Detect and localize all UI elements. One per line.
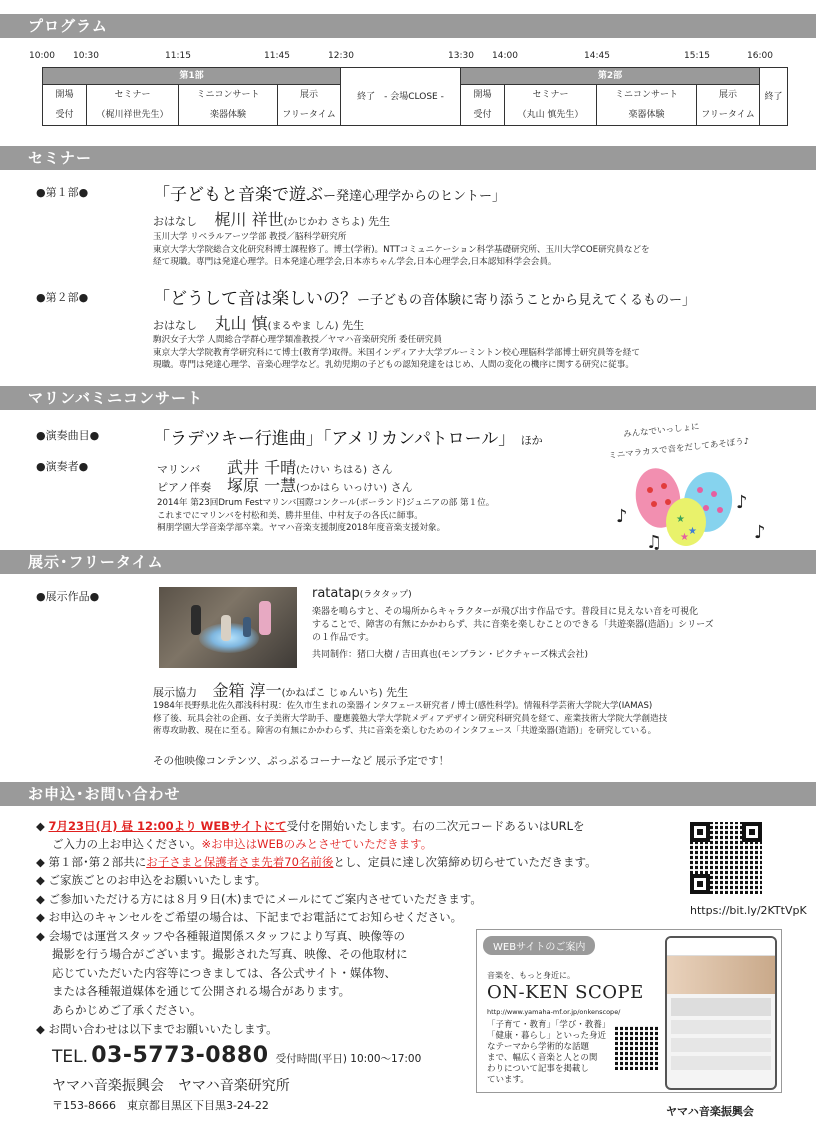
hoka-label: ほか	[520, 434, 543, 447]
schedule-table	[42, 67, 788, 126]
exhibit-other: その他映像コンテンツ、ぷっぷるコーナーなど 展示予定です！	[153, 755, 450, 767]
web-info-box	[476, 929, 782, 1093]
apply-line: ◆ お問い合わせは以下までお願いいたします。	[36, 1022, 278, 1036]
web-desc-line: 「子育て・教育」「学び・教養」	[487, 1020, 611, 1030]
apply-note: ※お申込はWEBのみとさせていただきます。	[201, 837, 433, 851]
coop-kana: (かねばこ じゅんいち)	[281, 688, 383, 699]
apply-line: 応じていただいた内容等につきましては、各公式サイト・媒体物、	[52, 966, 396, 980]
onken-scope-logo: ON-KEN SCOPE	[487, 982, 644, 1003]
time-label: 12:30	[328, 51, 354, 61]
bio-line: 1984年長野県北佐久郡浅科村現：佐久市生まれの楽器インタフェース研究者 / 博士(感性科学)。情報科学芸術大学院大学(IAMAS)	[153, 701, 653, 711]
end-cell: 終了	[760, 68, 788, 126]
apply-capacity: お子さまと保護者さま先着70名前後	[146, 855, 334, 869]
svg-text:★: ★	[676, 514, 685, 525]
apply-line	[52, 836, 432, 853]
apply-line: あらかじめご了承ください。	[52, 1003, 202, 1017]
bio-line: 術専攻助教、現在に至る。障害の有無にかかわらず、共に音楽を楽しむためのインタフェース「共遊楽器(造語)」を研究している。	[153, 726, 657, 736]
svg-text:♪: ♪	[616, 506, 628, 527]
web-qr-code[interactable]	[615, 1026, 659, 1070]
seminar1-title	[153, 180, 505, 205]
bio-line: これまでにマリンバを村松和美、勝井里佳、中村友子の各氏に師事。	[157, 510, 423, 521]
sched-cell: 楽器体験	[597, 105, 697, 126]
web-desc-line: ています。	[487, 1075, 529, 1085]
apply-line: または各種報道媒体を通じて公開される場合があります。	[52, 984, 351, 998]
speaker-kana: (かじかわ さちよ)	[283, 217, 365, 228]
apply-date: 7月23日(月) 昼 12:00より WEBサイトにて	[48, 819, 287, 833]
speaker-name: 梶川 祥世	[214, 210, 284, 229]
work-description	[312, 606, 714, 662]
web-desc-line: なテーマから学術的な話題	[487, 1042, 590, 1052]
web-url[interactable]: http://www.yamaha-mf.or.jp/onkenscope/	[487, 1008, 621, 1016]
tel-label: TEL.	[52, 1047, 89, 1067]
tel-number[interactable]: 03-5773-0880	[91, 1043, 269, 1068]
section-header-concert: マリンバミニコンサート	[0, 386, 816, 410]
exhibit-cooperator	[153, 678, 408, 701]
concert-songs-mark: ●演奏曲目●	[36, 429, 100, 442]
apply-text: 受付を開始いたします。右の二次元コードあるいはURLを	[286, 819, 585, 833]
apply-text: お申込のキャンセルをご希望の場合は、下記までお電話にてお知らせください。	[48, 910, 463, 924]
apply-text: ご参加いただける方には８月９日(木)までにメールにてご案内させていただきます。	[48, 892, 482, 906]
web-description	[487, 1020, 610, 1086]
time-label: 11:15	[165, 51, 191, 61]
sched-cell: 開場	[43, 85, 87, 106]
apply-text: 第１部･第２部共に	[48, 855, 147, 869]
bubble-line: ミニマラカスで音をだしてあそぼう♪	[607, 436, 750, 462]
credit-line: 共同制作：猪口大樹 / 吉田真也(モンブラン・ピクチャーズ株式会社)	[312, 650, 589, 660]
san-label: さん	[390, 481, 413, 494]
apply-text: ご入力の上お申込ください。	[52, 837, 202, 851]
address: 〒153-8666 東京都目黒区下目黒3-24-22	[52, 1099, 269, 1112]
player-name: 武井 千晴	[227, 458, 297, 477]
sched-cell: フリータイム	[278, 105, 341, 126]
concert-songs	[153, 424, 543, 449]
seminar2-title-main: 「どうして音は楽しいの？	[153, 289, 357, 309]
bio-line: 桐朋学園大学音楽学部卒業。ヤマハ音楽支援制度2018年度音楽支援対象。	[157, 523, 446, 533]
svg-text:♫: ♫	[646, 532, 663, 550]
web-desc-line: まで、幅広く音楽と人との関	[487, 1053, 598, 1063]
concert-players-mark: ●演奏者●	[36, 460, 89, 473]
desc-line: の１作品です。	[312, 633, 375, 643]
time-label: 14:00	[492, 51, 518, 61]
web-desc-line: わりについて記事を掲載し	[487, 1064, 589, 1074]
org-name: ヤマハ音楽振興会 ヤマハ音楽研究所	[52, 1078, 290, 1094]
san-label: さん	[370, 463, 393, 476]
player-bio	[157, 497, 494, 535]
time-label: 15:15	[684, 51, 710, 61]
section-header-exhibit: 展示･フリータイム	[0, 550, 816, 574]
seminar2-subtitle: ー子どもの音体験に寄り添うことから見えてくるものー」	[357, 293, 696, 308]
svg-text:★: ★	[680, 532, 689, 543]
bio-line: 2014年 第23回Drum Festマリンバ国際コンクール(ポーランド)ジュニアの部 第１位。	[157, 498, 495, 508]
short-url[interactable]: https://bit.ly/2KTtVpK	[690, 904, 807, 917]
apply-line: ◆ 会場では運営スタッフや各種報道関係スタッフにより写真、映像等の	[36, 929, 405, 943]
sched-cell: セミナー	[87, 85, 179, 106]
section-header-apply: お申込･お問い合わせ	[0, 782, 816, 806]
bio-line: 修了後、玩具会社の企画、女子美術大学助手、慶應義塾大学大学院メディアデザイン研究科研究員を経て、産業技術大学院大学創造技	[153, 713, 668, 724]
tel-hours: 受付時間(平日) 10:00～17:00	[275, 1053, 422, 1065]
instrument-label: マリンバ	[157, 463, 201, 476]
apply-text: とし、定員に達し次第締め切らせていただきます。	[333, 855, 597, 869]
desc-line: 楽器を鳴らすと、その場所からキャラクターが飛び出す作品です。普段目に見えない音を可視化	[312, 607, 699, 617]
speaker-kana: (まるやま しん)	[267, 321, 339, 332]
yamaha-foundation-logo: ヤマハ音楽振興会	[666, 1105, 754, 1118]
seminar1-mark: ●第１部●	[36, 186, 89, 199]
bio-line: 玉川大学 リベラルアーツ学部 教授／脳科学研究所	[153, 232, 347, 242]
ohanashi-label: おはなし	[153, 215, 197, 228]
qr-code[interactable]	[690, 822, 762, 894]
sched-cell: 開場	[461, 85, 505, 106]
svg-text:♪: ♪	[754, 522, 766, 543]
work-kana: (ラタタップ)	[359, 590, 412, 600]
apply-line: ◆ お申込のキャンセルをご希望の場合は、下記までお電話にてお知らせください。	[36, 910, 463, 924]
apply-line: ◆ 第１部･第２部共にお子さまと保護者さま先着70名前後とし、定員に達し次第締め切らせていただきます。	[36, 855, 597, 869]
song-titles: 「ラデツキー行進曲」「アメリカンパトロール」	[153, 429, 516, 449]
part1-header: 第1部	[43, 68, 341, 85]
sched-cell: フリータイム	[697, 105, 760, 126]
web-label: WEBサイトのご案内	[483, 936, 595, 955]
web-desc-line: 「健康・暮らし」といった身近	[487, 1031, 607, 1041]
bio-line: 東京大学大学院総合文化研究科博士課程修了。博士(学術)。NTTコミュニケーション科学基礎研究所、玉川大学COE研究員などを	[153, 244, 650, 255]
desc-line: することで、障害の有無にかかわらず、共に音楽を楽しむことのできる「共遊楽器(造語)」シリーズ	[312, 620, 714, 630]
seminar2-bio	[153, 334, 640, 372]
time-label: 10:30	[73, 51, 99, 61]
sched-cell: 展示	[697, 85, 760, 106]
seminar2-title	[153, 284, 695, 309]
tel-line	[52, 1043, 421, 1068]
maracas-icon	[588, 450, 788, 550]
time-label: 13:30	[448, 51, 474, 61]
seminar1-speaker	[153, 207, 390, 230]
bio-line: 東京大学大学院教育学研究科にて博士(教育学)取得。米国インディアナ大学ブルーミントン校心理脳科学部博士研究員等を経て	[153, 347, 640, 358]
sensei-label: 先生	[386, 686, 409, 699]
sched-cell: （丸山 慎先生）	[505, 105, 597, 126]
time-label: 11:45	[264, 51, 290, 61]
sched-cell: （梶川祥世先生）	[87, 105, 179, 126]
exhibit-mark: ●展示作品●	[36, 590, 100, 603]
svg-text:♪: ♪	[736, 492, 748, 513]
ohanashi-label: おはなし	[153, 319, 197, 332]
seminar1-title-main: 「子どもと音楽で遊ぶ	[153, 185, 323, 205]
seminar1-bio	[153, 231, 650, 269]
work-name: ratatap	[312, 586, 360, 601]
coop-bio	[153, 700, 667, 738]
player-2	[157, 473, 413, 496]
apply-line: ◆ ご参加いただける方には８月９日(木)までにメールにてご案内させていただきます。	[36, 892, 482, 906]
player-kana: (つかはら いっけい)	[296, 483, 388, 494]
bubble-line: みんなでいっしょに	[622, 422, 700, 440]
player-kana: (たけい ちはる)	[296, 465, 368, 476]
section-header-program: プログラム	[0, 14, 816, 38]
sched-cell: 受付	[43, 105, 87, 126]
bio-line: 現職。専門は発達心理学、音楽心理学など。乳幼児期の子どもの認知発達をはじめ、人間の変化の機序に関する研究に従事。	[153, 360, 634, 370]
sched-cell: 展示	[278, 85, 341, 106]
web-tagline: 音楽を、もっと身近に。	[487, 971, 575, 980]
sched-cell: ミニコンサート	[597, 85, 697, 106]
maracas-illustration	[588, 420, 788, 550]
apply-line: 撮影を行う場合がございます。撮影された写真、映像、その他取材に	[52, 947, 408, 961]
sensei-label: 先生	[368, 215, 391, 228]
apply-text: 会場では運営スタッフや各種報道関係スタッフにより写真、映像等の	[48, 929, 405, 943]
seminar2-speaker	[153, 311, 364, 334]
sched-cell: セミナー	[505, 85, 597, 106]
section-header-seminar: セミナー	[0, 146, 816, 170]
coop-label: 展示協力	[153, 686, 197, 699]
phone-screenshot	[665, 936, 777, 1090]
seminar2-mark: ●第２部●	[36, 291, 89, 304]
seminar1-subtitle: ー発達心理学からのヒントー」	[323, 189, 506, 204]
sched-cell: 楽器体験	[179, 105, 278, 126]
player-name: 塚原 一慧	[227, 476, 297, 495]
time-label: 16:00	[747, 51, 773, 61]
sched-cell: 受付	[461, 105, 505, 126]
apply-text: お問い合わせは以下までお願いいたします。	[48, 1022, 278, 1036]
midday-close: 終了 - 会場CLOSE -	[341, 68, 461, 126]
bio-line: 駒沢女子大学 人間総合学群心理学類准教授／ヤマハ音楽研究所 委任研究員	[153, 335, 442, 345]
instrument-label: ピアノ伴奏	[157, 481, 212, 494]
time-label: 10:00	[29, 51, 55, 61]
work-title	[312, 586, 412, 601]
apply-text: ご家族ごとのお申込をお願いいたします。	[48, 873, 267, 887]
sensei-label: 先生	[342, 319, 365, 332]
exhibit-photo	[159, 587, 297, 668]
time-label: 14:45	[584, 51, 610, 61]
part2-header: 第2部	[461, 68, 760, 85]
svg-text:★: ★	[688, 526, 697, 537]
sched-cell: ミニコンサート	[179, 85, 278, 106]
apply-line: ◆ 7月23日(月) 昼 12:00より WEBサイトにて受付を開始いたします。右の二次元コードあるいはURLを	[36, 819, 585, 833]
bio-line: 経て現職。専門は発達心理学。日本発達心理学会,日本赤ちゃん学会,日本心理学会,日本認知科学会会員。	[153, 257, 557, 267]
speaker-name: 丸山 慎	[214, 314, 268, 333]
apply-line: ◆ ご家族ごとのお申込をお願いいたします。	[36, 873, 267, 887]
coop-name: 金箱 淳一	[212, 681, 282, 700]
